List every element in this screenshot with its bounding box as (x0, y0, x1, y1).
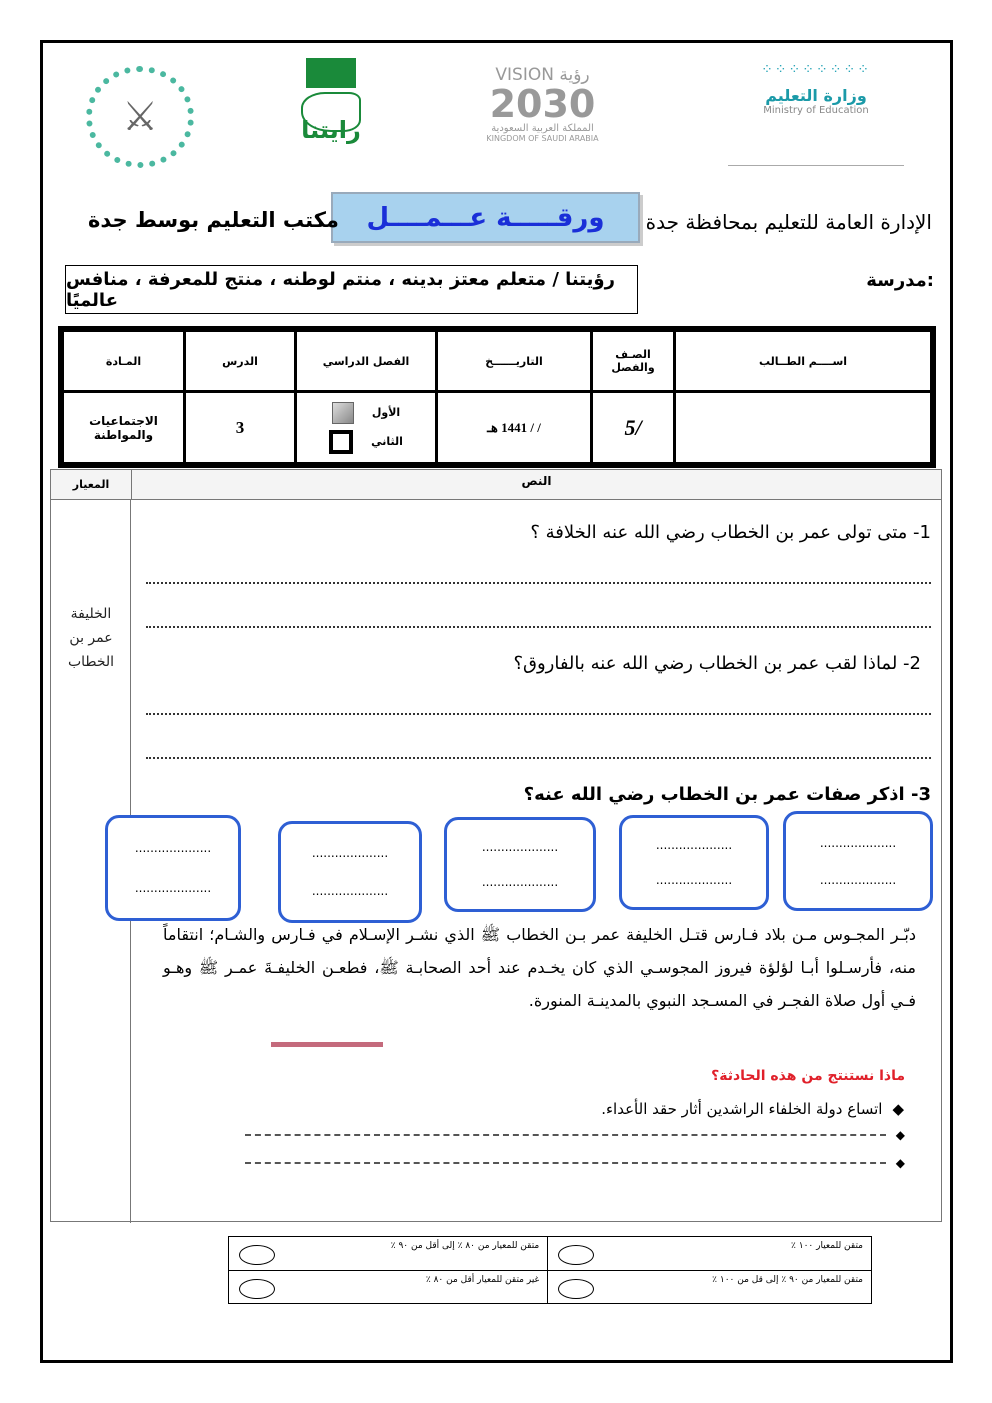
decorative-bar (271, 1042, 383, 1047)
student-info-table (58, 326, 936, 468)
header-student-name: اســــم الطــالب (676, 332, 930, 390)
vision-ar: المملكة العربية السعودية (491, 123, 594, 134)
question-3: 3- اذكر صفات عمر بن الخطاب رضي الله عنه؟ (523, 784, 931, 805)
criterion-column-header: المعيار (72, 478, 110, 491)
flag-icon (306, 58, 356, 88)
header-term: الفصل الدراسي (297, 332, 435, 390)
rubric-cell[interactable]: متقن للمعيار من ٩٠ ٪ إلى قل من ١٠٠ ٪ (548, 1270, 872, 1304)
rubric-cell[interactable]: غير متقن للمعيار أقل من ٨٠ ٪ (229, 1270, 548, 1304)
directorate-title: الإدارة العامة للتعليم بمحافظة جدة (645, 210, 932, 234)
ministry-logo (728, 62, 904, 166)
term-first-checkbox[interactable] (332, 402, 354, 424)
school-label: مدرسة: (866, 270, 934, 291)
vision-year: 2030 (489, 82, 596, 126)
header-class: الصـف والفصل (593, 332, 673, 390)
answer-line[interactable] (146, 757, 931, 759)
vision-en: KINGDOM OF SAUDI ARABIA (486, 134, 599, 143)
bullet-icon: ◆ (895, 1156, 905, 1170)
worksheet-body (50, 469, 942, 1222)
lesson-value: 3 (186, 393, 294, 462)
palm-swords-icon: ⚔ (122, 94, 158, 140)
worksheet-title: ورقـــــة عـــمــــل (331, 192, 640, 243)
question-2: 2- لماذا لقب عمر بن الخطاب رضي الله عنه بالفاروق؟ (513, 653, 921, 674)
rating-circle (558, 1245, 594, 1265)
conclusion-item[interactable] (245, 1128, 905, 1142)
ministry-name-ar: وزارة التعليم (765, 86, 867, 105)
rating-circle (239, 1245, 275, 1265)
bullet-icon: ◆ (892, 1100, 905, 1118)
header-lesson: الدرس (186, 332, 294, 390)
term-second-checkbox[interactable] (329, 430, 353, 454)
trait-box[interactable]: .................... .................... (278, 821, 422, 923)
term-selector (297, 393, 435, 462)
conclusion-question: ماذا نستنتج من هذه الحادثة؟ (711, 1068, 905, 1084)
trait-box[interactable]: .................... .................... (783, 811, 933, 911)
ruyatuna-logo (278, 58, 384, 168)
rating-circle (558, 1279, 594, 1299)
date-value[interactable]: / / 1441 هـ (438, 393, 590, 462)
answer-line[interactable] (146, 626, 931, 628)
student-name-field[interactable] (676, 393, 930, 462)
office-title: مكتب التعليم بوسط جدة (88, 208, 339, 232)
text-column-header: النص (131, 470, 941, 499)
class-value[interactable]: /5 (593, 393, 673, 462)
ruyatuna-text: رايتنا (301, 116, 361, 144)
trait-box[interactable]: .................... .................... (444, 817, 596, 912)
rubric-cell[interactable]: متقن للمعيار من ٨٠ ٪ إلى أقل من ٩٠ ٪ (229, 1237, 548, 1271)
conclusion-item[interactable] (245, 1156, 905, 1170)
subject-value: الاجتماعيات والمواطنة (64, 393, 183, 462)
criterion-text: الخليفة عمر بن الخطاب (67, 606, 115, 670)
term-first-label: الأول (371, 406, 401, 419)
trait-box[interactable]: .................... .................... (619, 815, 769, 910)
emblem-logo (86, 66, 194, 168)
header-subject: المـادة (64, 332, 183, 390)
story-paragraph: دبّـر المجـوس مـن بلاد فـارس قتـل الخليفة عمر بـن الخطاب ﷺ الذي نشـر الإسـلام في فـارس والشـام؛ انتقاماً منه، فأرسـلوا أبـا لؤلؤة فيروز المجوسـي الذي كان يخـدم عند أحد الصحابـة ﷺ، فطعـن الخليفـةَ عمـر ﷺ وهـو فـي أول صلاة الفجـر في المسـجد النبوي بالمدينـة المنورة. (163, 925, 916, 1010)
header-date: التاريــــــخ (438, 332, 590, 390)
term-second-label: الثاني (371, 435, 403, 448)
vision-2030-logo (475, 65, 610, 143)
vision-text: VISION رؤية (495, 65, 590, 85)
trait-box[interactable]: .................... .................... (105, 815, 241, 921)
dots-icon: ⁘⁘⁘⁘⁘⁘⁘⁘ (761, 62, 871, 78)
vision-statement: رؤيتنا / متعلم معتز بدينه ، منتم لوطنه ، منتج للمعرفة ، منافس عالميًا (65, 265, 638, 314)
bullet-icon: ◆ (895, 1128, 905, 1142)
question-1: 1- متى تولى عمر بن الخطاب رضي الله عنه الخلافة ؟ (530, 522, 931, 543)
rubric-table (228, 1236, 872, 1304)
rating-circle (239, 1279, 275, 1299)
conclusion-item: ◆ اتساع دولة الخلفاء الراشدين أثار حقد الأعداء. (601, 1100, 905, 1118)
rubric-cell[interactable]: متقن للمعيار ١٠٠ ٪ (548, 1237, 872, 1271)
body-header (51, 470, 941, 500)
ministry-name-en: Ministry of Education (763, 105, 869, 116)
answer-line[interactable] (146, 713, 931, 715)
answer-line[interactable] (146, 582, 931, 584)
